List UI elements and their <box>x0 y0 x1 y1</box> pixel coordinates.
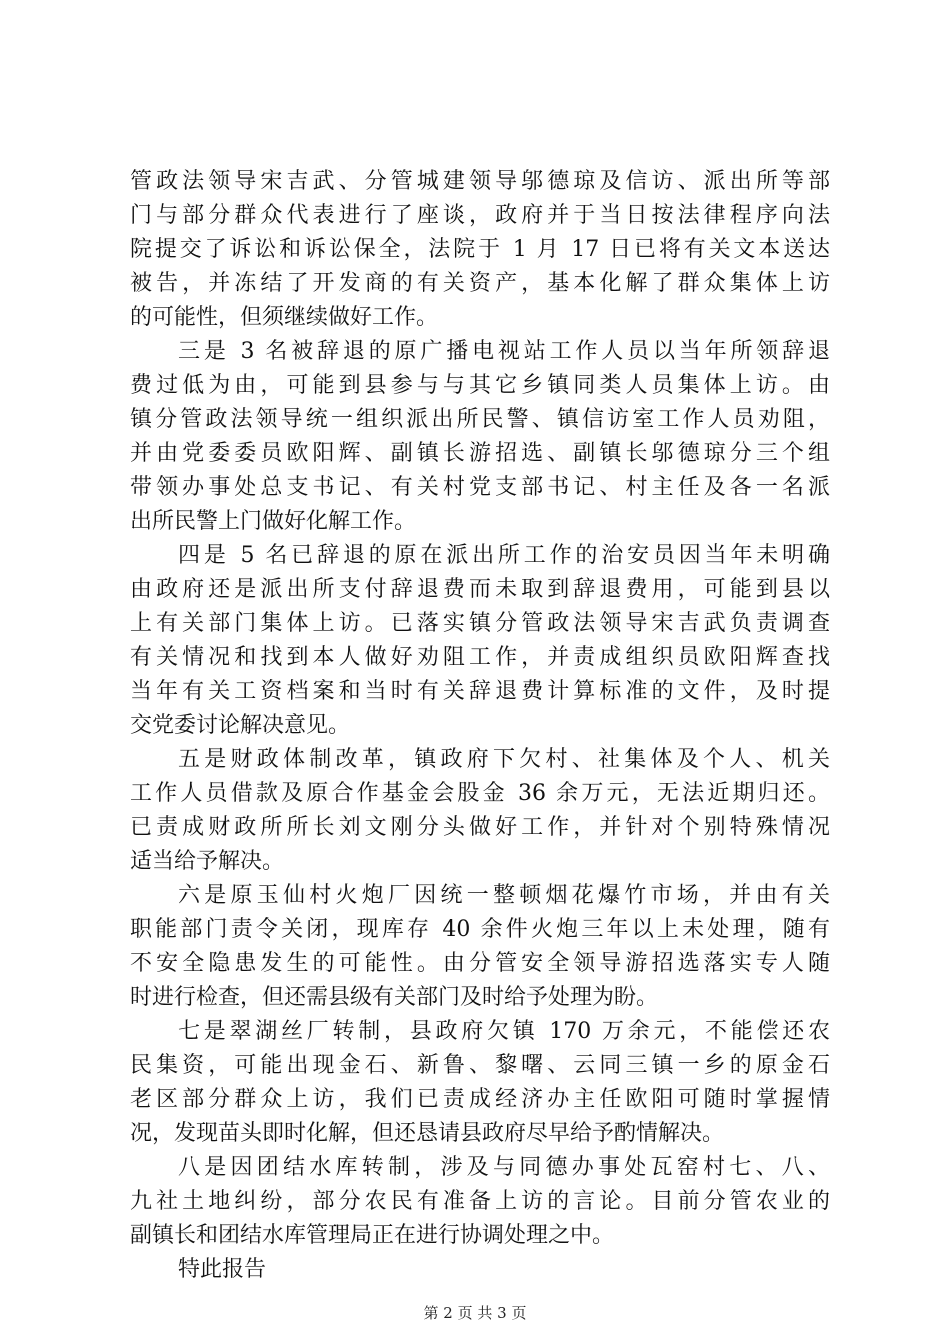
text-line: 工作人员借款及原合作基金会股金 36 余万元，无法近期归还。 <box>130 781 830 806</box>
text-line: 有关情况和找到本人做好劝阻工作，并责成组织员欧阳辉查找 <box>130 645 830 670</box>
paragraph-start-line: 六是原玉仙村火炮厂因统一整顿烟花爆竹市场，并由有关 <box>178 883 830 908</box>
text-line: 由政府还是派出所支付辞退费而未取到辞退费用，可能到县以 <box>130 577 830 602</box>
text-line: 被告，并冻结了开发商的有关资产，基本化解了群众集体上访 <box>130 271 830 296</box>
text-line: 职能部门责令关闭，现库存 40 余件火炮三年以上未处理，随有 <box>130 917 830 942</box>
text-line: 交党委讨论解决意见。 <box>130 713 351 738</box>
text-line: 费过低为由，可能到县参与与其它乡镇同类人员集体上访。由 <box>130 373 830 398</box>
text-line: 管政法领导宋吉武、分管城建领导邬德琼及信访、派出所等部 <box>130 169 830 194</box>
text-line: 带领办事处总支书记、有关村党支部书记、村主任及各一名派 <box>130 475 830 500</box>
text-line: 九社土地纠纷，部分农民有准备上访的言论。目前分管农业的 <box>130 1189 830 1214</box>
paragraph-start-line: 八是因团结水库转制，涉及与同德办事处瓦窑村七、八、 <box>178 1155 830 1180</box>
text-line: 门与部分群众代表进行了座谈，政府并于当日按法律程序向法 <box>130 203 830 228</box>
text-line: 院提交了诉讼和诉讼保全，法院于 1 月 17 日已将有关文本送达 <box>130 237 830 262</box>
paragraph-start-line: 四是 5 名已辞退的原在派出所工作的治安员因当年未明确 <box>178 543 830 568</box>
text-line: 不安全隐患发生的可能性。由分管安全领导游招选落实专人随 <box>130 951 830 976</box>
text-line: 况，发现苗头即时化解，但还恳请县政府尽早给予酌情解决。 <box>130 1121 725 1146</box>
text-line: 并由党委委员欧阳辉、副镇长游招选、副镇长邬德琼分三个组 <box>130 441 830 466</box>
text-line: 老区部分群众上访，我们已责成经济办主任欧阳可随时掌握情 <box>130 1087 830 1112</box>
paragraph-start-line: 三是 3 名被辞退的原广播电视站工作人员以当年所领辞退 <box>178 339 830 364</box>
closing-line: 特此报告 <box>178 1257 267 1282</box>
text-line: 当年有关工资档案和当时有关辞退费计算标准的文件，及时提 <box>130 679 830 704</box>
text-line: 上有关部门集体上访。已落实镇分管政法领导宋吉武负责调查 <box>130 611 830 636</box>
page-number-footer: 第 2 页 共 3 页 <box>423 1304 527 1322</box>
text-line: 出所民警上门做好化解工作。 <box>130 509 417 534</box>
text-line: 的可能性，但须继续做好工作。 <box>130 305 439 330</box>
paragraph-start-line: 七是翠湖丝厂转制，县政府欠镇 170 万余元，不能偿还农 <box>178 1019 830 1044</box>
text-line: 适当给予解决。 <box>130 849 285 874</box>
text-line: 已责成财政所所长刘文刚分头做好工作，并针对个别特殊情况 <box>130 815 830 840</box>
text-line: 镇分管政法领导统一组织派出所民警、镇信访室工作人员劝阻， <box>130 407 830 432</box>
text-line: 时进行检查，但还需县级有关部门及时给予处理为盼。 <box>130 985 659 1010</box>
paragraph-start-line: 五是财政体制改革，镇政府下欠村、社集体及个人、机关 <box>178 747 830 772</box>
text-line: 民集资，可能出现金石、新鲁、黎曙、云同三镇一乡的原金石 <box>130 1053 830 1078</box>
text-line: 副镇长和团结水库管理局正在进行协调处理之中。 <box>130 1223 615 1248</box>
